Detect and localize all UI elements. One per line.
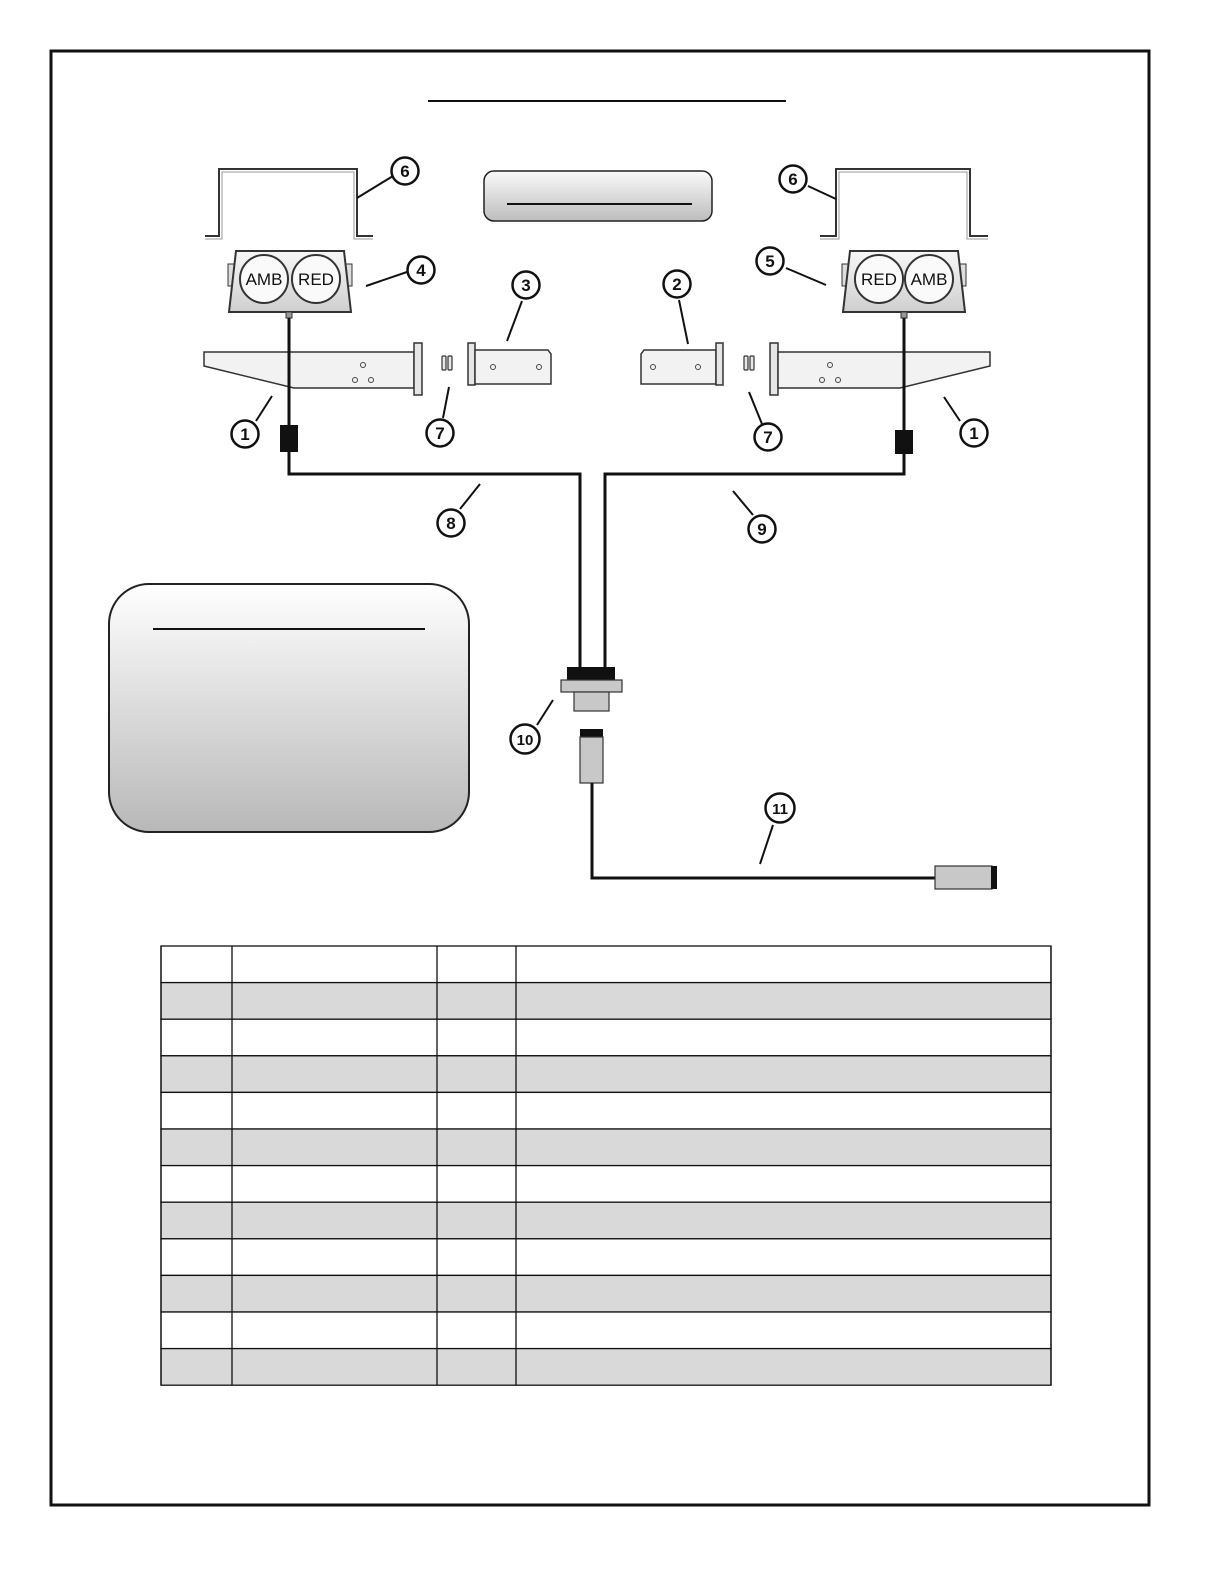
table-row (161, 1275, 1051, 1312)
callout-1-left (232, 421, 259, 448)
callout-4 (408, 257, 435, 284)
callout-5-label: 5 (765, 252, 775, 271)
mount-insert-left (468, 343, 551, 385)
callout-11 (766, 794, 795, 823)
callout-8-label: 8 (446, 514, 456, 533)
bulkhead-connector (561, 667, 622, 711)
callout-1-left-label: 1 (240, 425, 250, 444)
mount-arm-right (770, 343, 990, 395)
lamp-right-label-a: RED (861, 270, 897, 289)
callout-2 (664, 271, 691, 298)
table-row (161, 1019, 1051, 1056)
callout-7-right-label: 7 (763, 428, 773, 447)
center-label-pill (484, 171, 712, 221)
spacer-washer-right (744, 356, 754, 370)
callout-6-left (392, 158, 419, 185)
mount-bracket-right (820, 169, 988, 239)
callout-2-label: 2 (672, 275, 682, 294)
callout-7-right (755, 424, 782, 451)
callout-3 (513, 272, 540, 299)
power-cable-end-plug (935, 866, 997, 889)
callout-6-right (780, 166, 807, 193)
spacer-washer-left (442, 356, 452, 370)
callout-11-label: 11 (772, 801, 788, 818)
power-cable (592, 783, 935, 878)
table-row (161, 1129, 1051, 1166)
callout-3-label: 3 (521, 276, 531, 295)
inline-connector-left (280, 425, 298, 452)
callout-4-label: 4 (416, 261, 426, 280)
parts-table (161, 946, 1051, 1385)
callout-8 (438, 510, 465, 537)
mount-insert-right (641, 343, 723, 385)
callout-7-left-label: 7 (435, 424, 445, 443)
lamp-right-label-b: AMB (910, 270, 948, 289)
table-row (161, 1056, 1051, 1093)
lamp-left-label-a: AMB (245, 270, 283, 289)
callout-5 (757, 248, 784, 275)
power-plug (580, 729, 603, 783)
callout-9 (749, 516, 776, 543)
table-row (161, 1349, 1051, 1386)
table-row (161, 946, 1051, 983)
callout-10-label: 10 (516, 732, 534, 749)
inline-connector-right (895, 430, 913, 454)
table-row (161, 1166, 1051, 1203)
table-row (161, 1312, 1051, 1349)
table-row (161, 983, 1051, 1020)
note-box (109, 584, 469, 832)
lamp-left-label-b: RED (298, 270, 334, 289)
callout-1-right (961, 420, 988, 447)
callout-6-left-label: 6 (400, 162, 410, 181)
callout-10 (511, 725, 540, 754)
callout-1-right-label: 1 (969, 424, 979, 443)
mount-arm-left (204, 343, 422, 395)
callout-6-right-label: 6 (788, 170, 798, 189)
table-row (161, 1239, 1051, 1276)
table-row (161, 1202, 1051, 1239)
table-row (161, 1092, 1051, 1129)
lamp-head-right (842, 251, 966, 318)
callout-9-label: 9 (757, 520, 767, 539)
mount-bracket-left (205, 169, 373, 239)
lamp-head-left (228, 251, 352, 318)
callout-7-left (427, 420, 454, 447)
